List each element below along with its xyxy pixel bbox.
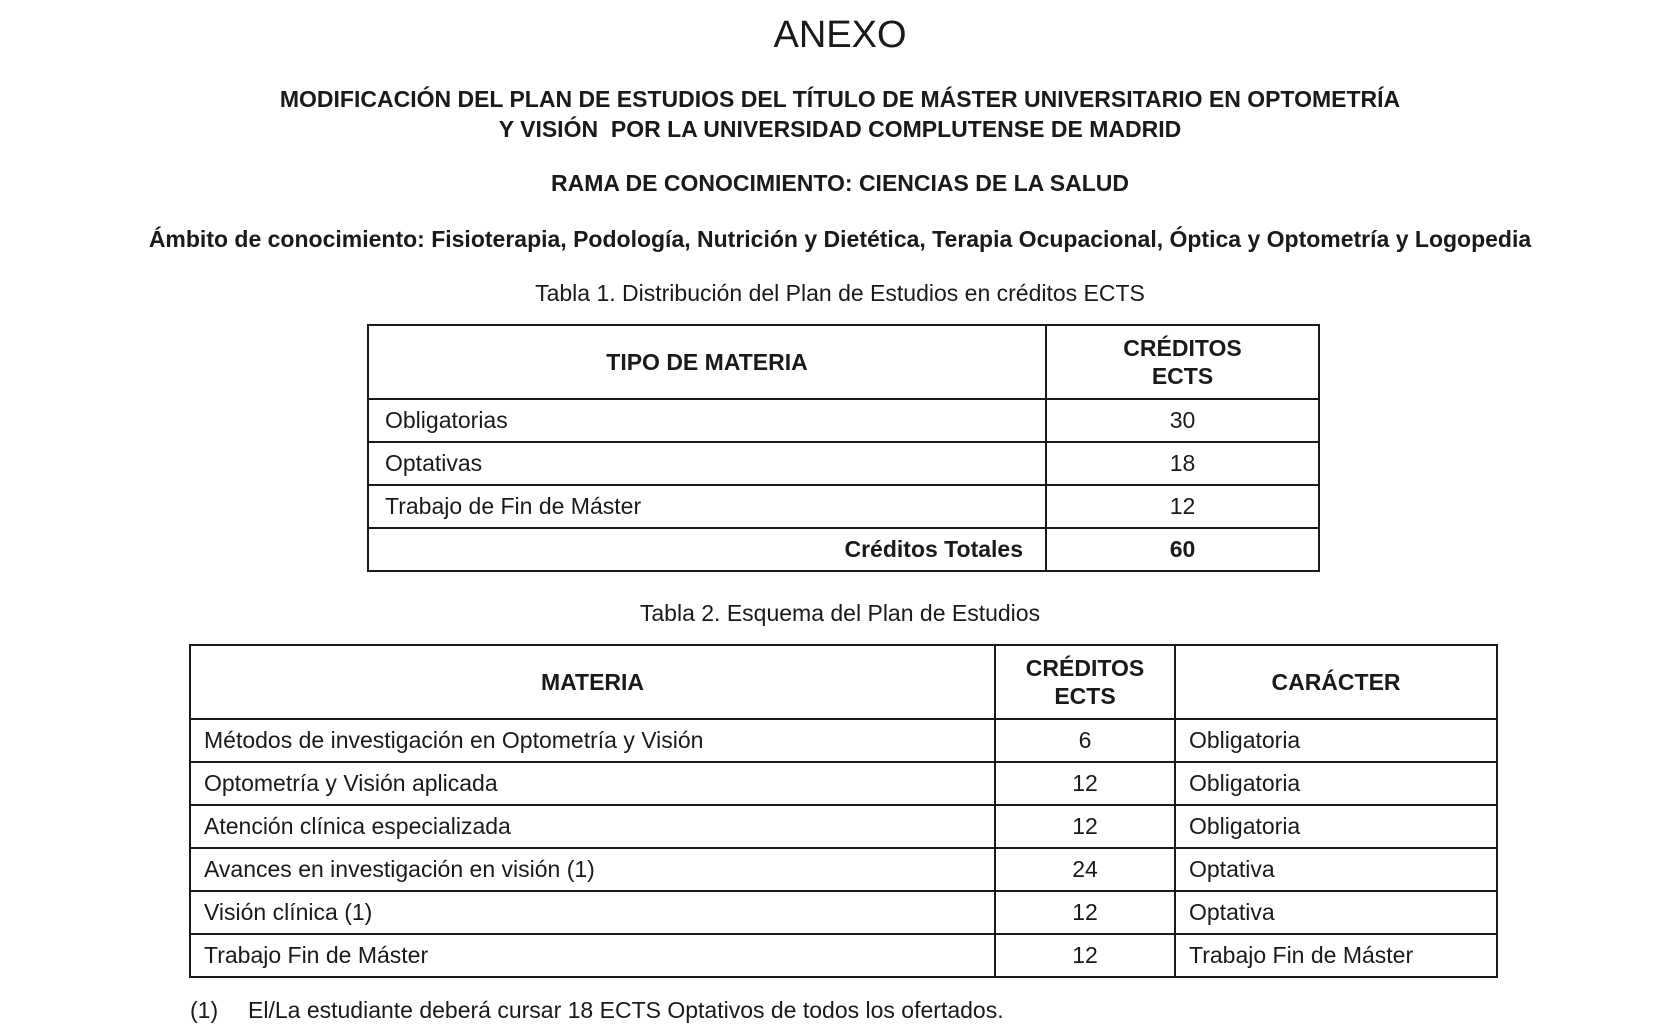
header-caracter: CARÁCTER xyxy=(1175,645,1497,719)
document-title xyxy=(0,84,1680,144)
cell-creditos: 12 xyxy=(995,891,1175,934)
table-row xyxy=(368,485,1319,528)
table-row xyxy=(368,399,1319,442)
header-creditos-ects xyxy=(995,645,1175,719)
header-creditos-line1: CRÉDITOS xyxy=(1123,335,1242,361)
cell-tipo: Obligatorias xyxy=(368,399,1046,442)
cell-tipo: Optativas xyxy=(368,442,1046,485)
table2-caption: Tabla 2. Esquema del Plan de Estudios xyxy=(639,600,1041,626)
cell-creditos: 12 xyxy=(995,805,1175,848)
table-header-row xyxy=(190,645,1497,719)
header-creditos-ects xyxy=(1046,325,1319,399)
footnote-number: (1) xyxy=(190,997,219,1023)
table-total-row xyxy=(368,528,1319,571)
header-creditos-line2: ECTS xyxy=(1054,683,1116,709)
cell-creditos: 30 xyxy=(1046,399,1319,442)
ambito-heading: Ámbito de conocimiento: Fisioterapia, Podología, Nutrición y Dietética, Terapia Ocupacional, Óptica y Optometría y Logopedia xyxy=(148,226,1532,252)
cell-caracter: Obligatoria xyxy=(1175,719,1497,762)
cell-total-label: Créditos Totales xyxy=(368,528,1046,571)
table-row xyxy=(368,442,1319,485)
table-distribucion-creditos xyxy=(367,324,1320,572)
header-creditos-line2: ECTS xyxy=(1151,363,1214,389)
header-creditos-line1: CRÉDITOS xyxy=(1025,655,1145,681)
cell-creditos: 12 xyxy=(1046,485,1319,528)
cell-caracter: Optativa xyxy=(1175,848,1497,891)
title-line-2: Y VISIÓN POR LA UNIVERSIDAD COMPLUTENSE DE MADRID xyxy=(498,116,1182,142)
cell-creditos: 12 xyxy=(995,934,1175,977)
cell-materia: Visión clínica (1) xyxy=(190,891,995,934)
cell-materia: Métodos de investigación en Optometría y Visión xyxy=(190,719,995,762)
cell-creditos: 24 xyxy=(995,848,1175,891)
table-row xyxy=(190,762,1497,805)
table-row xyxy=(190,719,1497,762)
cell-caracter: Trabajo Fin de Máster xyxy=(1175,934,1497,977)
footnote-text: El/La estudiante deberá cursar 18 ECTS Optativos de todos los ofertados. xyxy=(248,997,1004,1023)
cell-tipo: Trabajo de Fin de Máster xyxy=(368,485,1046,528)
table-row xyxy=(190,805,1497,848)
cell-caracter: Obligatoria xyxy=(1175,805,1497,848)
table-esquema-plan xyxy=(189,644,1498,978)
cell-materia: Trabajo Fin de Máster xyxy=(190,934,995,977)
footnote xyxy=(190,997,1004,1024)
cell-caracter: Obligatoria xyxy=(1175,762,1497,805)
table-row xyxy=(190,934,1497,977)
table-header-row xyxy=(368,325,1319,399)
cell-creditos: 18 xyxy=(1046,442,1319,485)
cell-caracter: Optativa xyxy=(1175,891,1497,934)
table1-caption: Tabla 1. Distribución del Plan de Estudios en créditos ECTS xyxy=(535,280,1145,306)
header-materia: MATERIA xyxy=(190,645,995,719)
cell-total-value: 60 xyxy=(1046,528,1319,571)
header-tipo-materia: TIPO DE MATERIA xyxy=(368,325,1046,399)
table-row xyxy=(190,891,1497,934)
rama-heading: RAMA DE CONOCIMIENTO: CIENCIAS DE LA SALUD xyxy=(551,170,1129,196)
cell-materia: Optometría y Visión aplicada xyxy=(190,762,995,805)
table-row xyxy=(190,848,1497,891)
cell-materia: Avances en investigación en visión (1) xyxy=(190,848,995,891)
cell-creditos: 12 xyxy=(995,762,1175,805)
document-heading: ANEXO xyxy=(773,14,907,56)
cell-creditos: 6 xyxy=(995,719,1175,762)
title-line-1: MODIFICACIÓN DEL PLAN DE ESTUDIOS DEL TÍTULO DE MÁSTER UNIVERSITARIO EN OPTOMETRÍA xyxy=(279,86,1401,112)
cell-materia: Atención clínica especializada xyxy=(190,805,995,848)
